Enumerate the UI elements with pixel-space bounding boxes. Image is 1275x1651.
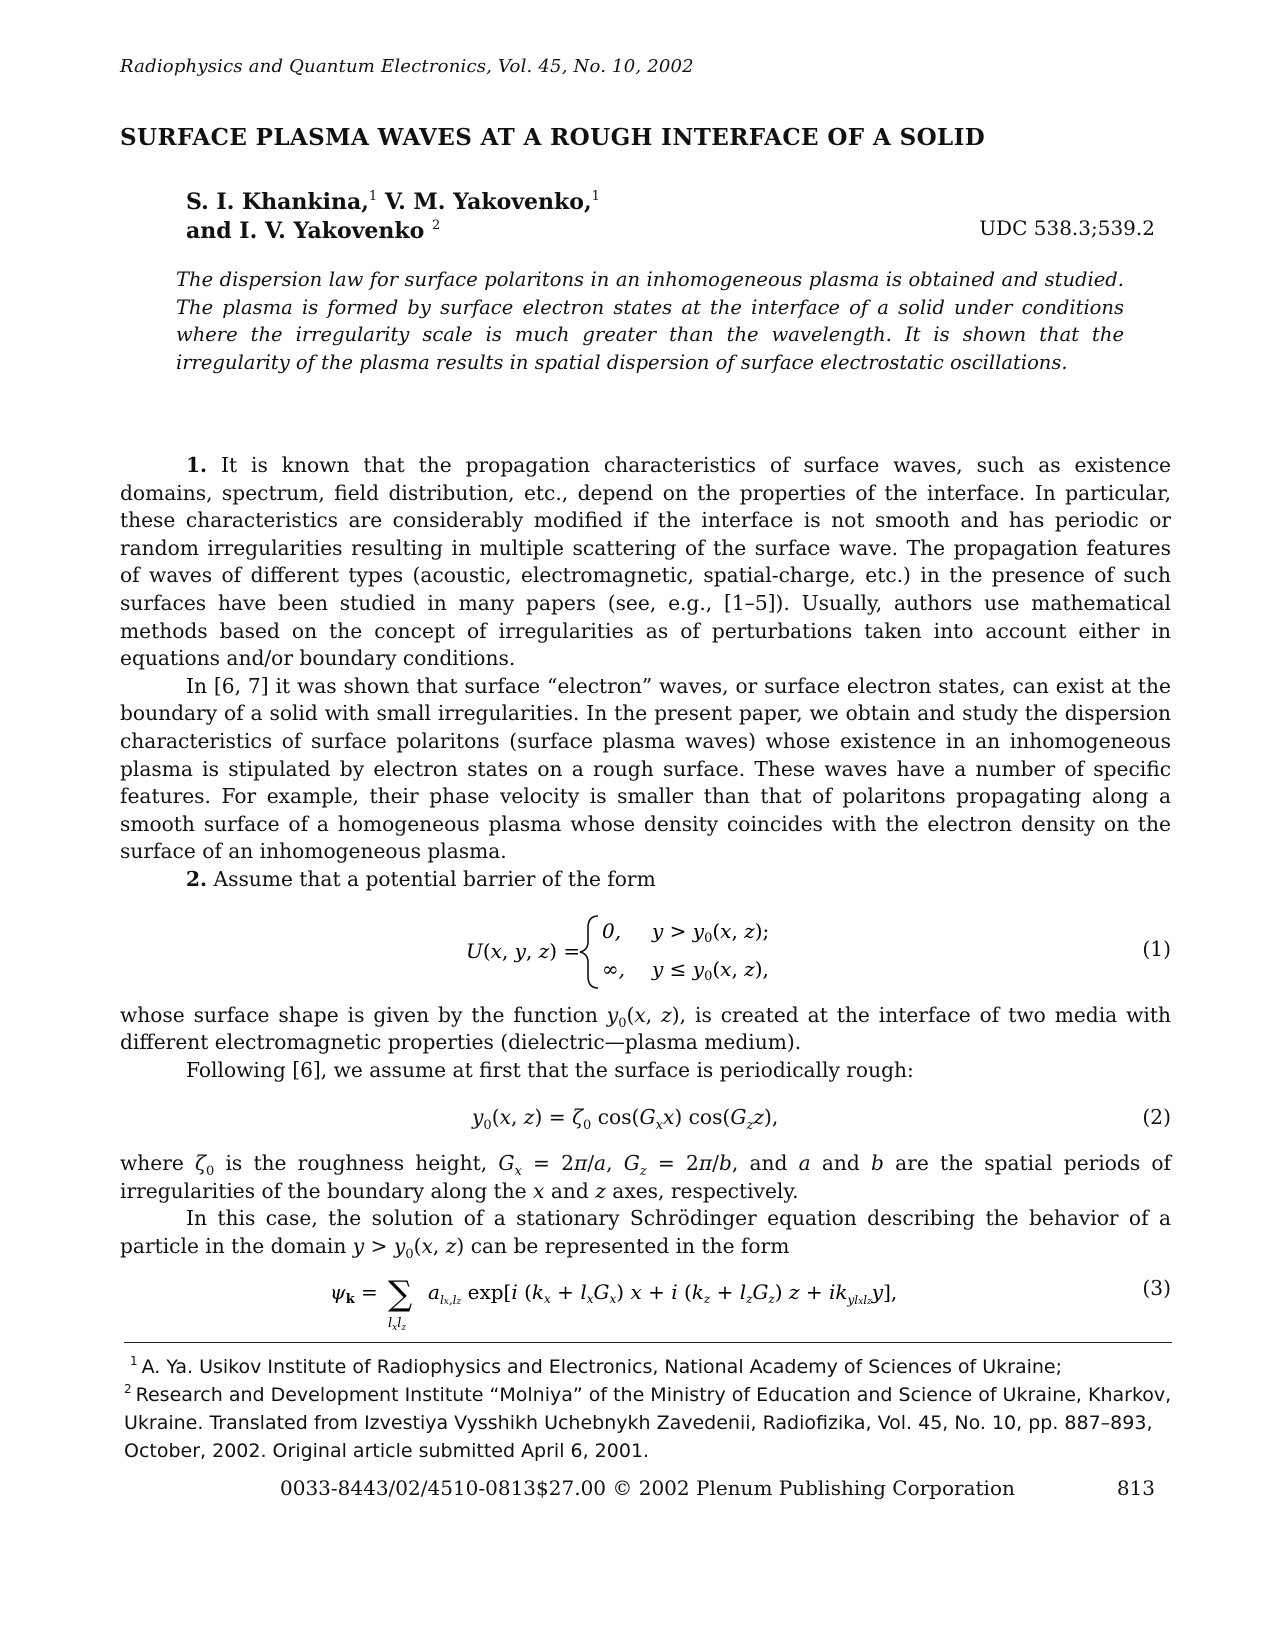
paper-title: SURFACE PLASMA WAVES AT A ROUGH INTERFACE OF A SOLID <box>120 124 986 151</box>
footnote-2: $^2$ Research and Development Institute “Molniya” of the Ministry of Education and Science of Ukraine, Kharkov, Ukraine. Translated from Izvestiya Vysshikh Uchebnykh Zavedenii, Radiofizika, Vol. 45, No. 10, pp. 887–893, October, 2002. Original article submitted April 6, 2001. <box>124 1382 1172 1462</box>
equation-2-number: (2) <box>1142 1105 1171 1130</box>
svg-text:0,: 0, <box>602 918 622 943</box>
paragraph-2: In [6, 7] it was shown that surface “electron” waves, or surface electron states, can exist at the boundary of a solid with small irregularities. In the present paper, we obtain and study the dispersion characteristics of surface polaritons (surface plasma waves) whose existence in an inhomogeneous plasma is stipulated by electron states on a rough surface. These waves have a number of specific features. For example, their phase velocity is smaller than that of polaritons propagating along a smooth surface of a homogeneous plasma whose density coincides with the electron density on the surface of an inhomogeneous plasma. <box>120 673 1171 864</box>
paragraph-4: whose surface shape is given by the function $y_0(x$, z), is created at the interface of two media with different electromagnetic properties (dielectric—plasma medium). <box>120 1002 1171 1055</box>
svg-text:y ≤ y0(x, z),: $y \le y_0(x$, z), <box>652 956 769 984</box>
author-affiliation-mark: 1 <box>591 189 600 204</box>
equation-2 <box>120 1098 1171 1138</box>
equation-3 <box>120 1273 1171 1333</box>
equation-1-formula <box>466 908 806 992</box>
svg-text:alx,lz exp[i (kx + lxGx) x + i: $a_{lx,lz}$ exp[i $(k_x + l_xG_x) x + i$ $(k_z + l_zG_z) z + ik_{ylxlz}y$], <box>428 1279 898 1307</box>
author-affiliation-mark: 1 <box>368 189 378 204</box>
author-v-yakovenko: V. M. Yakovenko, <box>384 189 592 215</box>
paragraph-6: where $\zeta_0$ is the roughness height, $G_x = 2\pi/a$, $G_z = 2\pi/b$, and a and b are the spatial periods of irregularities of the boundary along the x and z axes, respectively. <box>120 1151 1172 1203</box>
udc-code: UDC 538.3;539.2 <box>979 216 1155 240</box>
author-i-yakovenko: and I. V. Yakovenko <box>186 218 425 244</box>
footnotes <box>124 1353 1176 1465</box>
svg-text:∑: ∑ <box>388 1273 413 1314</box>
author-khankina: S. I. Khankina, <box>186 189 369 215</box>
authors-line-2 <box>186 217 600 246</box>
svg-text:ψk =: $\psi_k$ = <box>330 1279 378 1307</box>
equation-3-formula <box>330 1273 950 1333</box>
section-number: 1. <box>186 453 208 477</box>
authors-line-1 <box>186 188 600 217</box>
svg-text:U(x, y, z) =: U(x, y, z) = <box>466 938 581 963</box>
footnote-1: $^1$ A. Ya. Usikov Institute of Radiophysics and Electronics, National Academy of Sciences of Ukraine; <box>130 1354 1063 1378</box>
main-text <box>120 452 1171 1333</box>
section-number: 2. <box>186 866 208 891</box>
author-affiliation-mark: 2 <box>431 218 441 233</box>
svg-text:y > y0(x, z);: $y > y_0(x$, z); <box>652 918 770 946</box>
paragraph-7: In this case, the solution of a stationary Schrödinger equation describing the behavior of a particle in the domain $y > y_0(x$, z) can be represented in the form <box>120 1206 1171 1263</box>
copyright-line: 0033-8443/02/4510-0813$27.00 © 2002 Plenum Publishing Corporation <box>280 1476 1015 1500</box>
svg-text:∞,: ∞, <box>602 956 626 981</box>
journal-header: Radiophysics and Quantum Electronics, Vol. 45, No. 10, 2002 <box>120 56 694 77</box>
equation-1 <box>120 908 1171 992</box>
paragraph-1: 1. It is known that the propagation characteristics of surface waves, such as existence domains, spectrum, field distribution, etc., depend on the properties of the interface. In particular, these characteristics are considerably modified if the interface is not smooth and has periodic or random irregularities resulting in multiple scattering of the surface wave. The propagation features of waves of different types (acoustic, electromagnetic, spatial-charge, etc.) in the presence of such surfaces have been studied in many papers (see, e.g., [1–5]). Usually, authors use mathematical methods based on the concept of irregularities as of perturbations taken into account either in equations and/or boundary conditions. <box>120 453 1171 671</box>
svg-text:lxlz: $l_xl_z$ <box>388 1315 407 1333</box>
paragraph-3: 2. Assume that a potential barrier of the form <box>186 866 656 891</box>
authors <box>186 188 600 246</box>
equation-1-number: (1) <box>1142 936 1171 961</box>
equation-3-number: (3) <box>1142 1275 1171 1300</box>
abstract: The dispersion law for surface polaritons in an inhomogeneous plasma is obtained and studied. The plasma is formed by surface electron states at the interface of a solid under conditions where the irregularity scale is much greater than the wavelength. It is shown that the irregularity of the plasma results in spatial dispersion of surface electrostatic oscillations. <box>176 268 1124 374</box>
footnote-rule <box>124 1342 1172 1343</box>
page-number: 813 <box>1116 1476 1155 1500</box>
equation-2-formula: $y_0(x$, $z) = \zeta_0$ $\cos(G_xx)$ $\cos(G_zz)$, <box>472 1105 779 1134</box>
paragraph-5: Following [6], we assume at first that the surface is periodically rough: <box>186 1057 914 1082</box>
